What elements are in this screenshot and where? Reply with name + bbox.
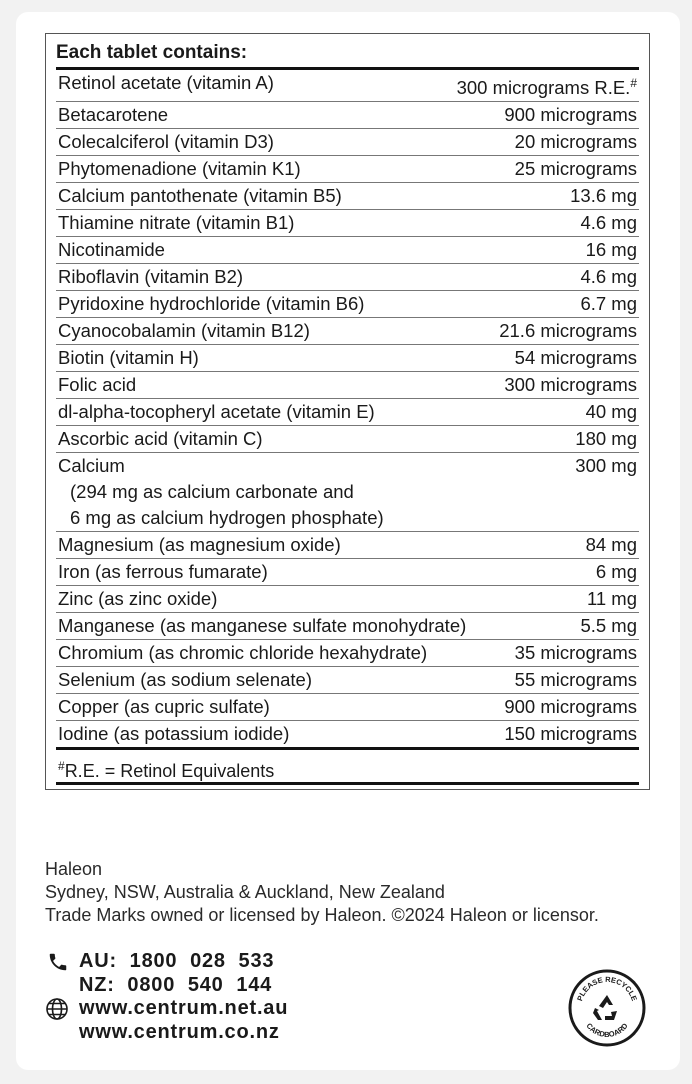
table-row bbox=[56, 694, 639, 721]
table-footnote: #R.E. = Retinol Equivalents bbox=[56, 750, 639, 785]
ingredient-name: Colecalciferol (vitamin D3) bbox=[58, 131, 274, 153]
au-phone[interactable]: AU: 1800 028 533 bbox=[79, 950, 275, 972]
nutrition-table bbox=[45, 33, 650, 790]
ingredient-name: Riboflavin (vitamin B2) bbox=[58, 266, 244, 288]
ingredient-amount: 180 mg bbox=[575, 428, 637, 450]
ingredient-amount: 6.7 mg bbox=[580, 293, 637, 315]
table-row bbox=[56, 426, 639, 453]
ingredient-amount: 900 micrograms bbox=[504, 696, 637, 718]
footnote-mark: # bbox=[630, 76, 637, 90]
ingredient-name: Nicotinamide bbox=[58, 239, 165, 261]
ingredient-name: Ascorbic acid (vitamin C) bbox=[58, 428, 263, 450]
ingredient-amount: 150 micrograms bbox=[504, 723, 637, 745]
ingredient-amount: 900 micrograms bbox=[504, 104, 637, 126]
company-name: Haleon bbox=[45, 859, 103, 879]
ingredient-name: Manganese (as manganese sulfate monohydrate) bbox=[58, 615, 467, 637]
ingredient-name: Magnesium (as magnesium oxide) bbox=[58, 534, 341, 556]
ingredient-amount: 4.6 mg bbox=[580, 266, 637, 288]
globe-icon bbox=[45, 997, 79, 1021]
ingredient-amount: 5.5 mg bbox=[580, 615, 637, 637]
ingredient-amount: 55 micrograms bbox=[514, 669, 637, 691]
nz-phone-line bbox=[45, 974, 288, 998]
ingredient-detail: (294 mg as calcium carbonate and bbox=[70, 481, 354, 503]
ingredient-name: Iodine (as potassium iodide) bbox=[58, 723, 290, 745]
ingredient-amount: 4.6 mg bbox=[580, 212, 637, 234]
ingredient-amount: 25 micrograms bbox=[514, 158, 637, 180]
contact-info bbox=[45, 950, 288, 1044]
au-phone-line bbox=[45, 950, 288, 974]
ingredient-name: dl-alpha-tocopheryl acetate (vitamin E) bbox=[58, 401, 375, 423]
ingredient-amount: 16 mg bbox=[585, 239, 637, 261]
ingredient-amount: 84 mg bbox=[585, 534, 637, 556]
trademark-notice: Trade Marks owned or licensed by Haleon. ©2024 Haleon or licensor. bbox=[45, 905, 599, 925]
table-row bbox=[56, 210, 639, 237]
table-row bbox=[56, 586, 639, 613]
ingredient-name: Thiamine nitrate (vitamin B1) bbox=[58, 212, 295, 234]
table-row bbox=[56, 345, 639, 372]
recycle-logo bbox=[567, 968, 647, 1048]
ingredient-amount: 300 mg bbox=[575, 455, 637, 477]
website-au-link[interactable]: www.centrum.net.au bbox=[79, 997, 289, 1019]
table-row bbox=[56, 640, 639, 667]
company-info bbox=[45, 858, 599, 927]
recycle-bottom-text: CARDBOARD bbox=[584, 1021, 630, 1040]
table-row bbox=[56, 264, 639, 291]
table-row bbox=[56, 667, 639, 694]
recycle-top-text: PLEASE RECYCLE bbox=[575, 974, 639, 1003]
phone-icon bbox=[45, 951, 79, 973]
table-row bbox=[56, 532, 639, 559]
ingredient-amount: 40 mg bbox=[585, 401, 637, 423]
ingredient-name: Zinc (as zinc oxide) bbox=[58, 588, 218, 610]
table-row bbox=[56, 453, 639, 532]
ingredient-amount: 6 mg bbox=[595, 561, 637, 583]
table-row bbox=[56, 721, 639, 750]
table-row bbox=[56, 291, 639, 318]
company-address: Sydney, NSW, Australia & Auckland, New Zealand bbox=[45, 882, 445, 902]
ingredient-name: Pyridoxine hydrochloride (vitamin B6) bbox=[58, 293, 365, 315]
ingredient-amount: 20 micrograms bbox=[514, 131, 637, 153]
ingredient-amount: 13.6 mg bbox=[570, 185, 637, 207]
ingredient-name: Calcium bbox=[58, 455, 125, 477]
ingredient-name: Retinol acetate (vitamin A) bbox=[58, 72, 274, 93]
ingredient-name: Betacarotene bbox=[58, 104, 169, 126]
ingredient-name: Selenium (as sodium selenate) bbox=[58, 669, 312, 691]
table-heading: Each tablet contains: bbox=[56, 41, 639, 70]
table-row bbox=[56, 237, 639, 264]
nz-phone[interactable]: NZ: 0800 540 144 bbox=[79, 973, 273, 996]
table-row bbox=[56, 129, 639, 156]
footnote-mark: # bbox=[58, 759, 65, 774]
table-row bbox=[56, 102, 639, 129]
ingredient-name: Cyanocobalamin (vitamin B12) bbox=[58, 320, 310, 342]
ingredient-amount: 21.6 micrograms bbox=[499, 320, 637, 342]
table-row bbox=[56, 559, 639, 586]
ingredient-name: Phytomenadione (vitamin K1) bbox=[58, 158, 301, 180]
ingredient-name: Iron (as ferrous fumarate) bbox=[58, 561, 268, 583]
table-row bbox=[56, 399, 639, 426]
ingredient-amount: 11 mg bbox=[586, 588, 637, 610]
table-row bbox=[56, 318, 639, 345]
ingredient-amount: 300 micrograms R.E.# bbox=[456, 76, 637, 99]
ingredient-amount: 35 micrograms bbox=[514, 642, 637, 664]
recycle-icon bbox=[567, 968, 647, 1048]
ingredient-name: Copper (as cupric sulfate) bbox=[58, 696, 270, 718]
web-au-line bbox=[45, 997, 288, 1021]
ingredient-name: Chromium (as chromic chloride hexahydrate) bbox=[58, 642, 428, 664]
table-row bbox=[56, 156, 639, 183]
ingredient-name: Calcium pantothenate (vitamin B5) bbox=[58, 185, 342, 207]
table-row bbox=[56, 183, 639, 210]
table-row bbox=[56, 70, 639, 102]
ingredient-amount: 300 micrograms bbox=[504, 374, 637, 396]
web-nz-line bbox=[45, 1021, 288, 1045]
ingredient-detail: 6 mg as calcium hydrogen phosphate) bbox=[70, 507, 384, 529]
website-nz-link[interactable]: www.centrum.co.nz bbox=[79, 1020, 280, 1043]
ingredient-name: Biotin (vitamin H) bbox=[58, 347, 199, 369]
ingredient-name: Folic acid bbox=[58, 374, 137, 396]
table-row bbox=[56, 613, 639, 640]
ingredient-amount: 54 micrograms bbox=[514, 347, 637, 369]
table-row bbox=[56, 372, 639, 399]
